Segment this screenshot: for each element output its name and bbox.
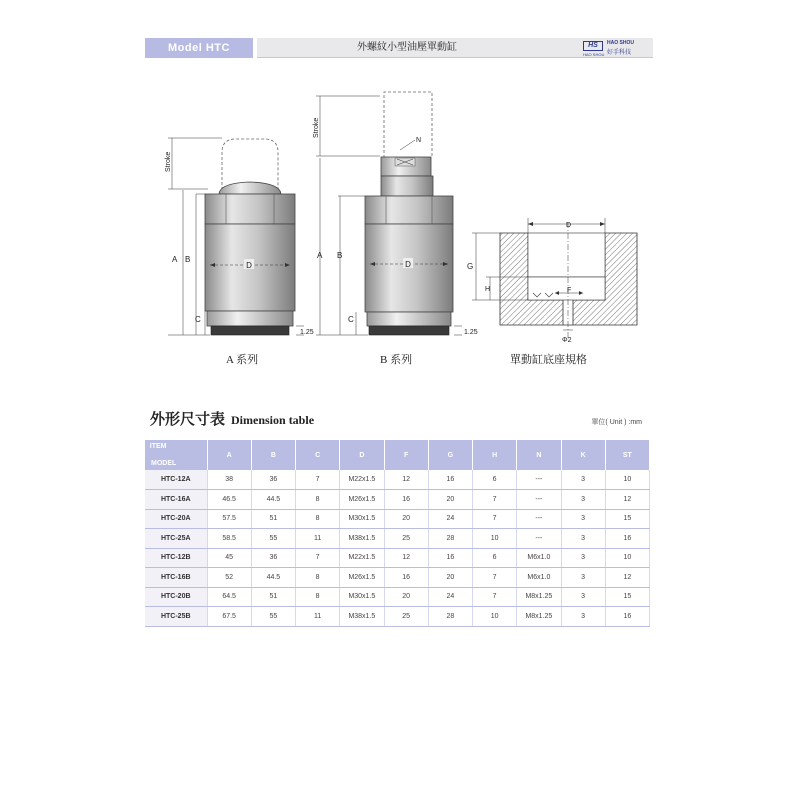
table-row <box>145 607 650 627</box>
table-cell: 16 <box>384 490 428 510</box>
header-model-label: MODEL <box>151 460 177 467</box>
table-cell: M6x1.0 <box>517 568 561 588</box>
table-cell: 16 <box>428 470 472 490</box>
model-cell: HTC-16B <box>145 568 207 588</box>
table-cell: 25 <box>384 529 428 549</box>
table-cell: M26x1.5 <box>340 490 384 510</box>
table-cell: 16 <box>384 568 428 588</box>
logo-brand-en-small: HAO SHOU <box>583 52 605 57</box>
caption-a-series: A 系列 <box>226 354 259 366</box>
table-cell: 55 <box>251 529 295 549</box>
column-header-h: H <box>473 440 517 470</box>
table-cell: M8x1.25 <box>517 587 561 607</box>
model-cell: HTC-25A <box>145 529 207 549</box>
table-cell: 15 <box>605 587 649 607</box>
table-cell: 20 <box>384 587 428 607</box>
column-header-c: C <box>296 440 340 470</box>
column-header-f: F <box>384 440 428 470</box>
table-cell: 8 <box>296 568 340 588</box>
column-header-k: K <box>561 440 605 470</box>
table-cell: 44.5 <box>251 490 295 510</box>
table-row <box>145 470 650 490</box>
dimension-table <box>145 440 650 627</box>
table-cell: M38x1.5 <box>340 529 384 549</box>
dimension-title-en: Dimension table <box>231 413 315 427</box>
table-cell: 7 <box>473 509 517 529</box>
column-header-n: N <box>517 440 561 470</box>
dimension-title-cn: 外形尺寸表 <box>150 412 226 428</box>
table-cell: 3 <box>561 509 605 529</box>
column-header-a: A <box>207 440 251 470</box>
table-cell: 16 <box>605 607 649 627</box>
table-cell: M6x1.0 <box>517 548 561 568</box>
table-cell: 11 <box>296 529 340 549</box>
column-header-g: G <box>428 440 472 470</box>
b-label-a: A <box>317 251 323 260</box>
a-label-b: B <box>185 255 191 264</box>
column-header-b: B <box>251 440 295 470</box>
table-cell: M8x1.25 <box>517 607 561 627</box>
dimension-title <box>150 408 314 429</box>
model-cell: HTC-25B <box>145 607 207 627</box>
b-label-stroke: Stroke <box>313 117 320 138</box>
logo-brand-cn: 好手科技 <box>607 50 632 56</box>
table-body <box>145 470 650 626</box>
table-row <box>145 548 650 568</box>
model-cell: HTC-12A <box>145 470 207 490</box>
table-cell: 10 <box>605 470 649 490</box>
table-header-row <box>145 440 650 470</box>
table-row <box>145 529 650 549</box>
table-row <box>145 509 650 529</box>
table-cell: 3 <box>561 529 605 549</box>
table-cell: 64.5 <box>207 587 251 607</box>
table-cell: 3 <box>561 470 605 490</box>
table-cell: 12 <box>384 470 428 490</box>
table-cell: M30x1.5 <box>340 587 384 607</box>
table-cell: 45 <box>207 548 251 568</box>
table-cell: 7 <box>296 548 340 568</box>
table-cell: 6 <box>473 548 517 568</box>
seat-section <box>472 218 637 340</box>
logo-mark: HS <box>583 41 603 51</box>
table-cell: 8 <box>296 587 340 607</box>
seat-label-phi: Φ2 <box>562 337 572 344</box>
table-cell: 7 <box>473 587 517 607</box>
b-label-n: N <box>416 137 422 144</box>
caption-seat-spec: 單動缸底座規格 <box>510 354 587 366</box>
table-cell: 10 <box>473 607 517 627</box>
seat-label-h: H <box>485 286 491 293</box>
header-item-label: ITEM <box>149 443 167 450</box>
table-cell: 55 <box>251 607 295 627</box>
table-cell: 51 <box>251 509 295 529</box>
seat-label-d: D <box>566 222 572 229</box>
table-cell: 3 <box>561 587 605 607</box>
table-cell: 12 <box>384 548 428 568</box>
table-cell: 57.5 <box>207 509 251 529</box>
table-cell: 51 <box>251 587 295 607</box>
table-cell: 3 <box>561 568 605 588</box>
table-cell: 24 <box>428 509 472 529</box>
model-cell: HTC-16A <box>145 490 207 510</box>
table-cell: 28 <box>428 529 472 549</box>
table-cell: M30x1.5 <box>340 509 384 529</box>
table-cell: 15 <box>605 509 649 529</box>
table-row <box>145 568 650 588</box>
table-cell: M26x1.5 <box>340 568 384 588</box>
unit-note: 單位( Unit ) :mm <box>591 419 642 426</box>
table-cell: 7 <box>473 568 517 588</box>
a-label-offset: 1.25 <box>300 329 314 336</box>
table-cell: 12 <box>605 568 649 588</box>
table-cell: --- <box>517 470 561 490</box>
table-cell: 16 <box>428 548 472 568</box>
a-label-a: A <box>172 255 178 264</box>
table-cell: 3 <box>561 548 605 568</box>
table-cell: 20 <box>428 490 472 510</box>
logo-brand-en: HAO SHOU <box>607 40 634 46</box>
table-cell: 7 <box>473 490 517 510</box>
table-cell: 58.5 <box>207 529 251 549</box>
b-label-b: B <box>337 251 343 260</box>
table-cell: 20 <box>428 568 472 588</box>
seat-label-f: F <box>567 287 572 294</box>
a-label-d: D <box>246 261 252 270</box>
table-cell: 38 <box>207 470 251 490</box>
table-cell: 6 <box>473 470 517 490</box>
table-corner-cell <box>145 440 207 470</box>
table-row <box>145 587 650 607</box>
model-label: Model HTC <box>145 38 253 58</box>
a-label-c: C <box>195 315 201 324</box>
table-cell: 25 <box>384 607 428 627</box>
table-cell: --- <box>517 529 561 549</box>
model-cell: HTC-12B <box>145 548 207 568</box>
table-cell: 16 <box>605 529 649 549</box>
table-cell: 24 <box>428 587 472 607</box>
page-title: 外螺紋小型油壓單動缸 <box>357 42 457 53</box>
a-label-stroke: Stroke <box>165 151 172 172</box>
table-cell: --- <box>517 509 561 529</box>
table-cell: M22x1.5 <box>340 470 384 490</box>
table-cell: 8 <box>296 490 340 510</box>
table-cell: 46.5 <box>207 490 251 510</box>
table-cell: 52 <box>207 568 251 588</box>
table-cell: 28 <box>428 607 472 627</box>
b-series-cylinder <box>365 92 453 335</box>
column-header-d: D <box>340 440 384 470</box>
model-cell: HTC-20B <box>145 587 207 607</box>
table-cell: 7 <box>296 470 340 490</box>
table-cell: 36 <box>251 548 295 568</box>
table-cell: 10 <box>605 548 649 568</box>
column-header-st: ST <box>605 440 649 470</box>
table-cell: 11 <box>296 607 340 627</box>
table-cell: 36 <box>251 470 295 490</box>
table-cell: 3 <box>561 490 605 510</box>
table-cell: 10 <box>473 529 517 549</box>
a-series-cylinder <box>205 139 295 335</box>
caption-b-series: B 系列 <box>380 354 413 366</box>
b-label-offset: 1.25 <box>464 329 478 336</box>
table-cell: M22x1.5 <box>340 548 384 568</box>
b-label-c: C <box>348 315 354 324</box>
table-cell: M38x1.5 <box>340 607 384 627</box>
table-cell: 20 <box>384 509 428 529</box>
table-cell: --- <box>517 490 561 510</box>
table-cell: 67.5 <box>207 607 251 627</box>
table-cell: 8 <box>296 509 340 529</box>
b-label-d: D <box>405 260 411 269</box>
table-cell: 3 <box>561 607 605 627</box>
table-row <box>145 490 650 510</box>
table-cell: 44.5 <box>251 568 295 588</box>
model-cell: HTC-20A <box>145 509 207 529</box>
seat-label-g: G <box>467 262 474 271</box>
table-cell: 12 <box>605 490 649 510</box>
